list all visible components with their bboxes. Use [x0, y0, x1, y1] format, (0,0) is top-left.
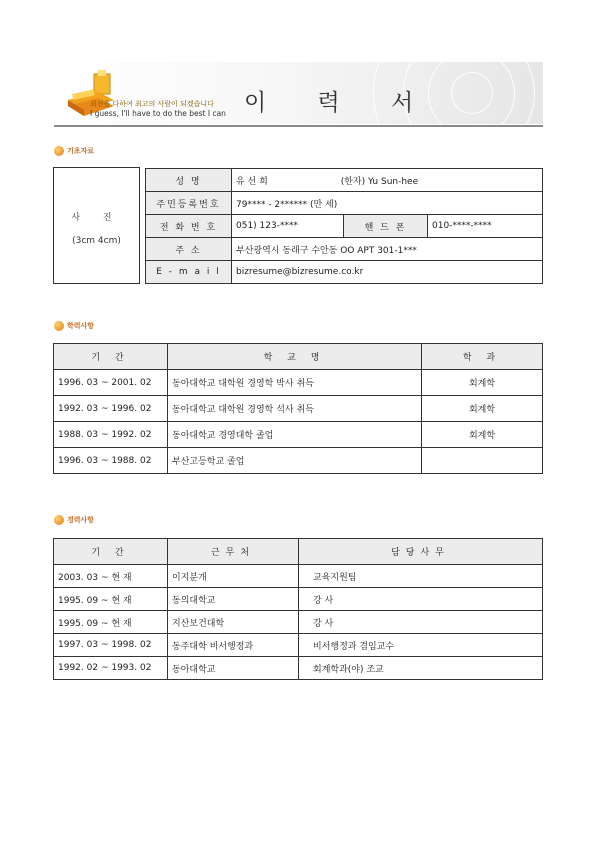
- mobile-label: 핸 드 폰: [344, 215, 428, 238]
- cell-period: 1988. 03 ~ 1992. 02: [54, 422, 168, 448]
- cell-period: 2003. 03 ~ 현 재: [54, 565, 168, 588]
- cell-duty: 비서행정과 겸임교수: [299, 634, 543, 657]
- basic-info-table: [145, 168, 543, 284]
- cell-period: 1995. 09 ~ 현 재: [54, 588, 168, 611]
- col-header-major: 학 과: [422, 344, 543, 370]
- cell-school: 동아대학교 경영대학 졸업: [168, 422, 422, 448]
- cell-place: 동아대학교: [168, 657, 299, 680]
- section-heading-education: 학력사항: [54, 321, 94, 331]
- table-row: [54, 396, 543, 422]
- cell-period: 1996. 03 ~ 2001. 02: [54, 370, 168, 396]
- cell-period: 1992. 03 ~ 1996. 02: [54, 396, 168, 422]
- email-value: bizresume@bizresume.co.kr: [232, 261, 543, 284]
- cell-period: 1997. 03 ~ 1998. 02: [54, 634, 168, 657]
- table-row: [54, 448, 543, 474]
- col-header-period: 기 간: [54, 539, 168, 565]
- career-table: [53, 538, 543, 680]
- cell-major: 회계학: [422, 396, 543, 422]
- cell-period: 1992. 02 ~ 1993. 02: [54, 657, 168, 680]
- table-row: [54, 370, 543, 396]
- photo-label: 사 진: [71, 213, 122, 223]
- table-row: [54, 657, 543, 680]
- cell-duty: 강 사: [299, 611, 543, 634]
- cell-place: 지산보건대학: [168, 611, 299, 634]
- cell-major: [422, 448, 543, 474]
- table-row: [54, 634, 543, 657]
- table-row: [146, 215, 543, 238]
- bullet-icon: [54, 515, 64, 525]
- tagline-english: I guess, I'll have to do the best I can: [90, 109, 226, 118]
- cell-period: 1995. 09 ~ 현 재: [54, 611, 168, 634]
- address-label: 주 소: [146, 238, 232, 261]
- photo-box: [53, 167, 140, 284]
- table-row: [54, 588, 543, 611]
- section-heading-basic: 기초자료: [54, 146, 94, 156]
- phone-value: 051) 123-****: [232, 215, 344, 238]
- cell-place: 동의대학교: [168, 588, 299, 611]
- cell-school: 동아대학교 대학원 경영학 박사 취득: [168, 370, 422, 396]
- table-header-row: [54, 344, 543, 370]
- col-header-school: 학 교 명: [168, 344, 422, 370]
- address-value: 부산광역시 동래구 수안동 OO APT 301-1***: [232, 238, 543, 261]
- name-value: 유 선 희 (한자) Yu Sun-hee: [232, 169, 543, 192]
- photo-size: (3cm 4cm): [72, 236, 121, 246]
- cell-major: 회계학: [422, 370, 543, 396]
- table-row: [146, 192, 543, 215]
- table-row: [54, 422, 543, 448]
- cell-school: 부산고등학교 졸업: [168, 448, 422, 474]
- table-row: [54, 611, 543, 634]
- cell-period: 1996. 03 ~ 1988. 02: [54, 448, 168, 474]
- col-header-place: 근무처: [168, 539, 299, 565]
- table-row: [146, 238, 543, 261]
- cell-place: 이지분개: [168, 565, 299, 588]
- tagline: [90, 100, 226, 118]
- header-divider: [54, 125, 543, 127]
- phone-label: 전 화 번 호: [146, 215, 232, 238]
- table-row: [146, 169, 543, 192]
- education-table: [53, 343, 543, 474]
- cell-school: 동아대학교 대학원 경영학 석사 취득: [168, 396, 422, 422]
- col-header-duty: 담당사무: [299, 539, 543, 565]
- col-header-period: 기 간: [54, 344, 168, 370]
- page-title: 이 력 서: [244, 90, 436, 116]
- cell-duty: 교육지원팀: [299, 565, 543, 588]
- tagline-korean: 최선을 다하여 최고의 사람이 되겠습니다: [90, 100, 214, 108]
- rrn-value: 79**** - 2****** (만 세): [232, 192, 543, 215]
- table-row: [146, 261, 543, 284]
- cell-place: 동주대학 비서행정과: [168, 634, 299, 657]
- table-row: [54, 565, 543, 588]
- email-label: E - m a i l: [146, 261, 232, 284]
- bullet-icon: [54, 146, 64, 156]
- cell-duty: 강 사: [299, 588, 543, 611]
- rrn-label: 주민등록번호: [146, 192, 232, 215]
- cell-duty: 회계학과(야) 조교: [299, 657, 543, 680]
- section-heading-career: 경력사항: [54, 515, 94, 525]
- bullet-icon: [54, 321, 64, 331]
- table-header-row: [54, 539, 543, 565]
- name-label: 성 명: [146, 169, 232, 192]
- name-hanja: (한자) Yu Sun-hee: [340, 176, 419, 187]
- mobile-value: 010-****-****: [428, 215, 543, 238]
- cell-major: 회계학: [422, 422, 543, 448]
